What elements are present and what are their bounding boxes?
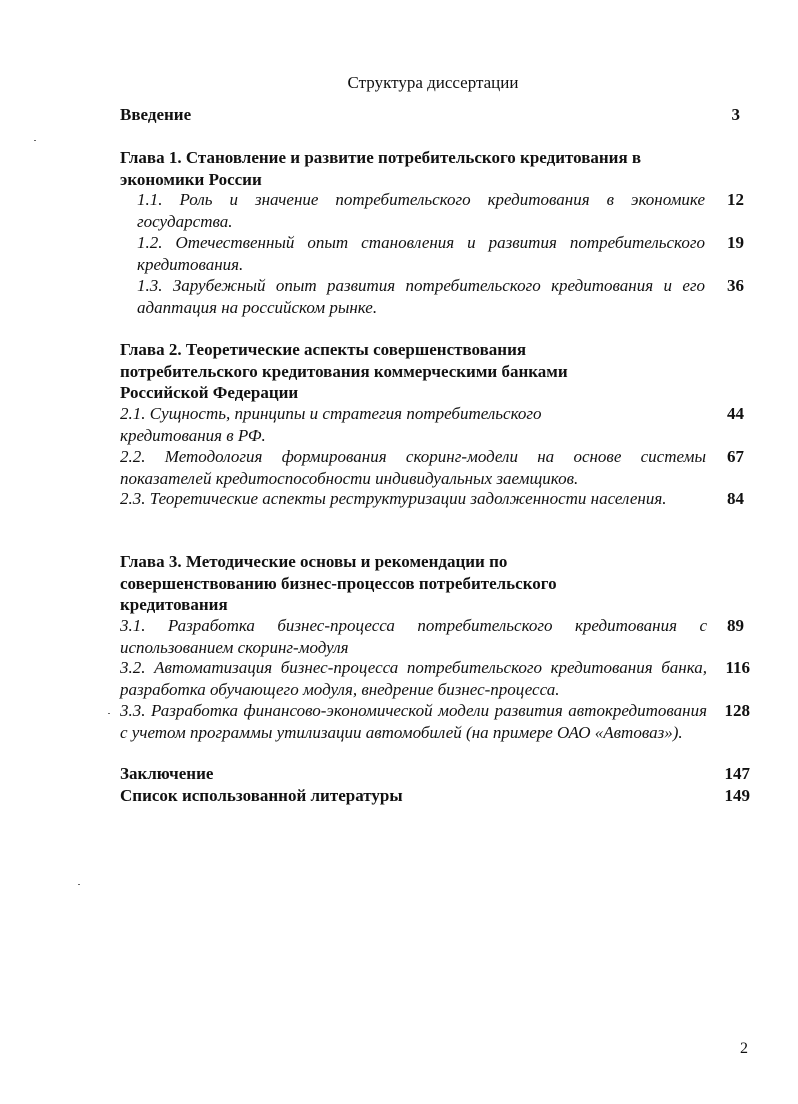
toc-section-2-1: 2.1. Сущность, принципы и стратегия потребительского кредитования в РФ. — [120, 404, 542, 445]
toc-section-1-3: 1.3. Зарубежный опыт развития потребительского кредитования и его адаптация на российском рынке. — [137, 276, 705, 317]
toc-page-2-2: 67 — [727, 447, 744, 466]
toc-section-1-2: 1.2. Отечественный опыт становления и развития потребительского кредитования. — [137, 233, 705, 274]
toc-section-2-2: 2.2. Методология формирования скоринг-модели на основе системы показателей кредитоспособности индивидуальных заемщиков. — [120, 447, 706, 488]
toc-page-2-3: 84 — [727, 489, 744, 508]
toc-page-bibliography: 149 — [724, 786, 750, 805]
toc-entry-conclusion: Заключение — [120, 764, 214, 783]
toc-entry-bibliography: Список использованной литературы — [120, 786, 403, 805]
toc-page-3-3: 128 — [724, 701, 750, 720]
toc-page-3-2: 116 — [725, 658, 750, 677]
toc-section-3-3: 3.3. Разработка финансово-экономической модели развития автокредитования с учетом программы утилизации автомобилей (на примере ОАО «Автоваз»). — [120, 701, 707, 742]
toc-section-3-2: 3.2. Автоматизация бизнес-процесса потребительского кредитования банка, разработка обучающего модуля, внедрение бизнес-процесса. — [120, 658, 707, 699]
toc-chapter-3-heading: Глава 3. Методические основы и рекомендации по совершенствованию бизнес-процессов потребительского кредитования — [120, 552, 557, 614]
page-number: 2 — [740, 1040, 748, 1057]
toc-page-1-1: 12 — [727, 190, 744, 209]
scan-speck — [34, 140, 36, 141]
toc-page-2-1: 44 — [727, 404, 744, 423]
toc-chapter-2-heading: Глава 2. Теоретические аспекты совершенствования потребительского кредитования коммерческими банками Российской Федерации — [120, 340, 568, 402]
toc-chapter-1-heading: Глава 1. Становление и развитие потребительского кредитования в экономики России — [120, 148, 642, 189]
toc-section-1-1: 1.1. Роль и значение потребительского кредитования в экономике государства. — [137, 190, 705, 231]
toc-section-2-3: 2.3. Теоретические аспекты реструктуризации задолженности населения. — [120, 489, 667, 508]
toc-section-3-1: 3.1. Разработка бизнес-процесса потребительского кредитования с использованием скоринг-модуля — [120, 616, 707, 657]
toc-page-introduction: 3 — [731, 105, 740, 124]
toc-page-3-1: 89 — [727, 616, 744, 635]
scan-speck — [108, 713, 110, 714]
toc-page-1-3: 36 — [727, 276, 744, 295]
toc-page-1-2: 19 — [727, 233, 744, 252]
scan-speck — [78, 884, 80, 885]
document-title: Структура диссертации — [347, 73, 519, 92]
toc-entry-introduction: Введение — [120, 105, 192, 124]
toc-page-conclusion: 147 — [724, 764, 750, 783]
